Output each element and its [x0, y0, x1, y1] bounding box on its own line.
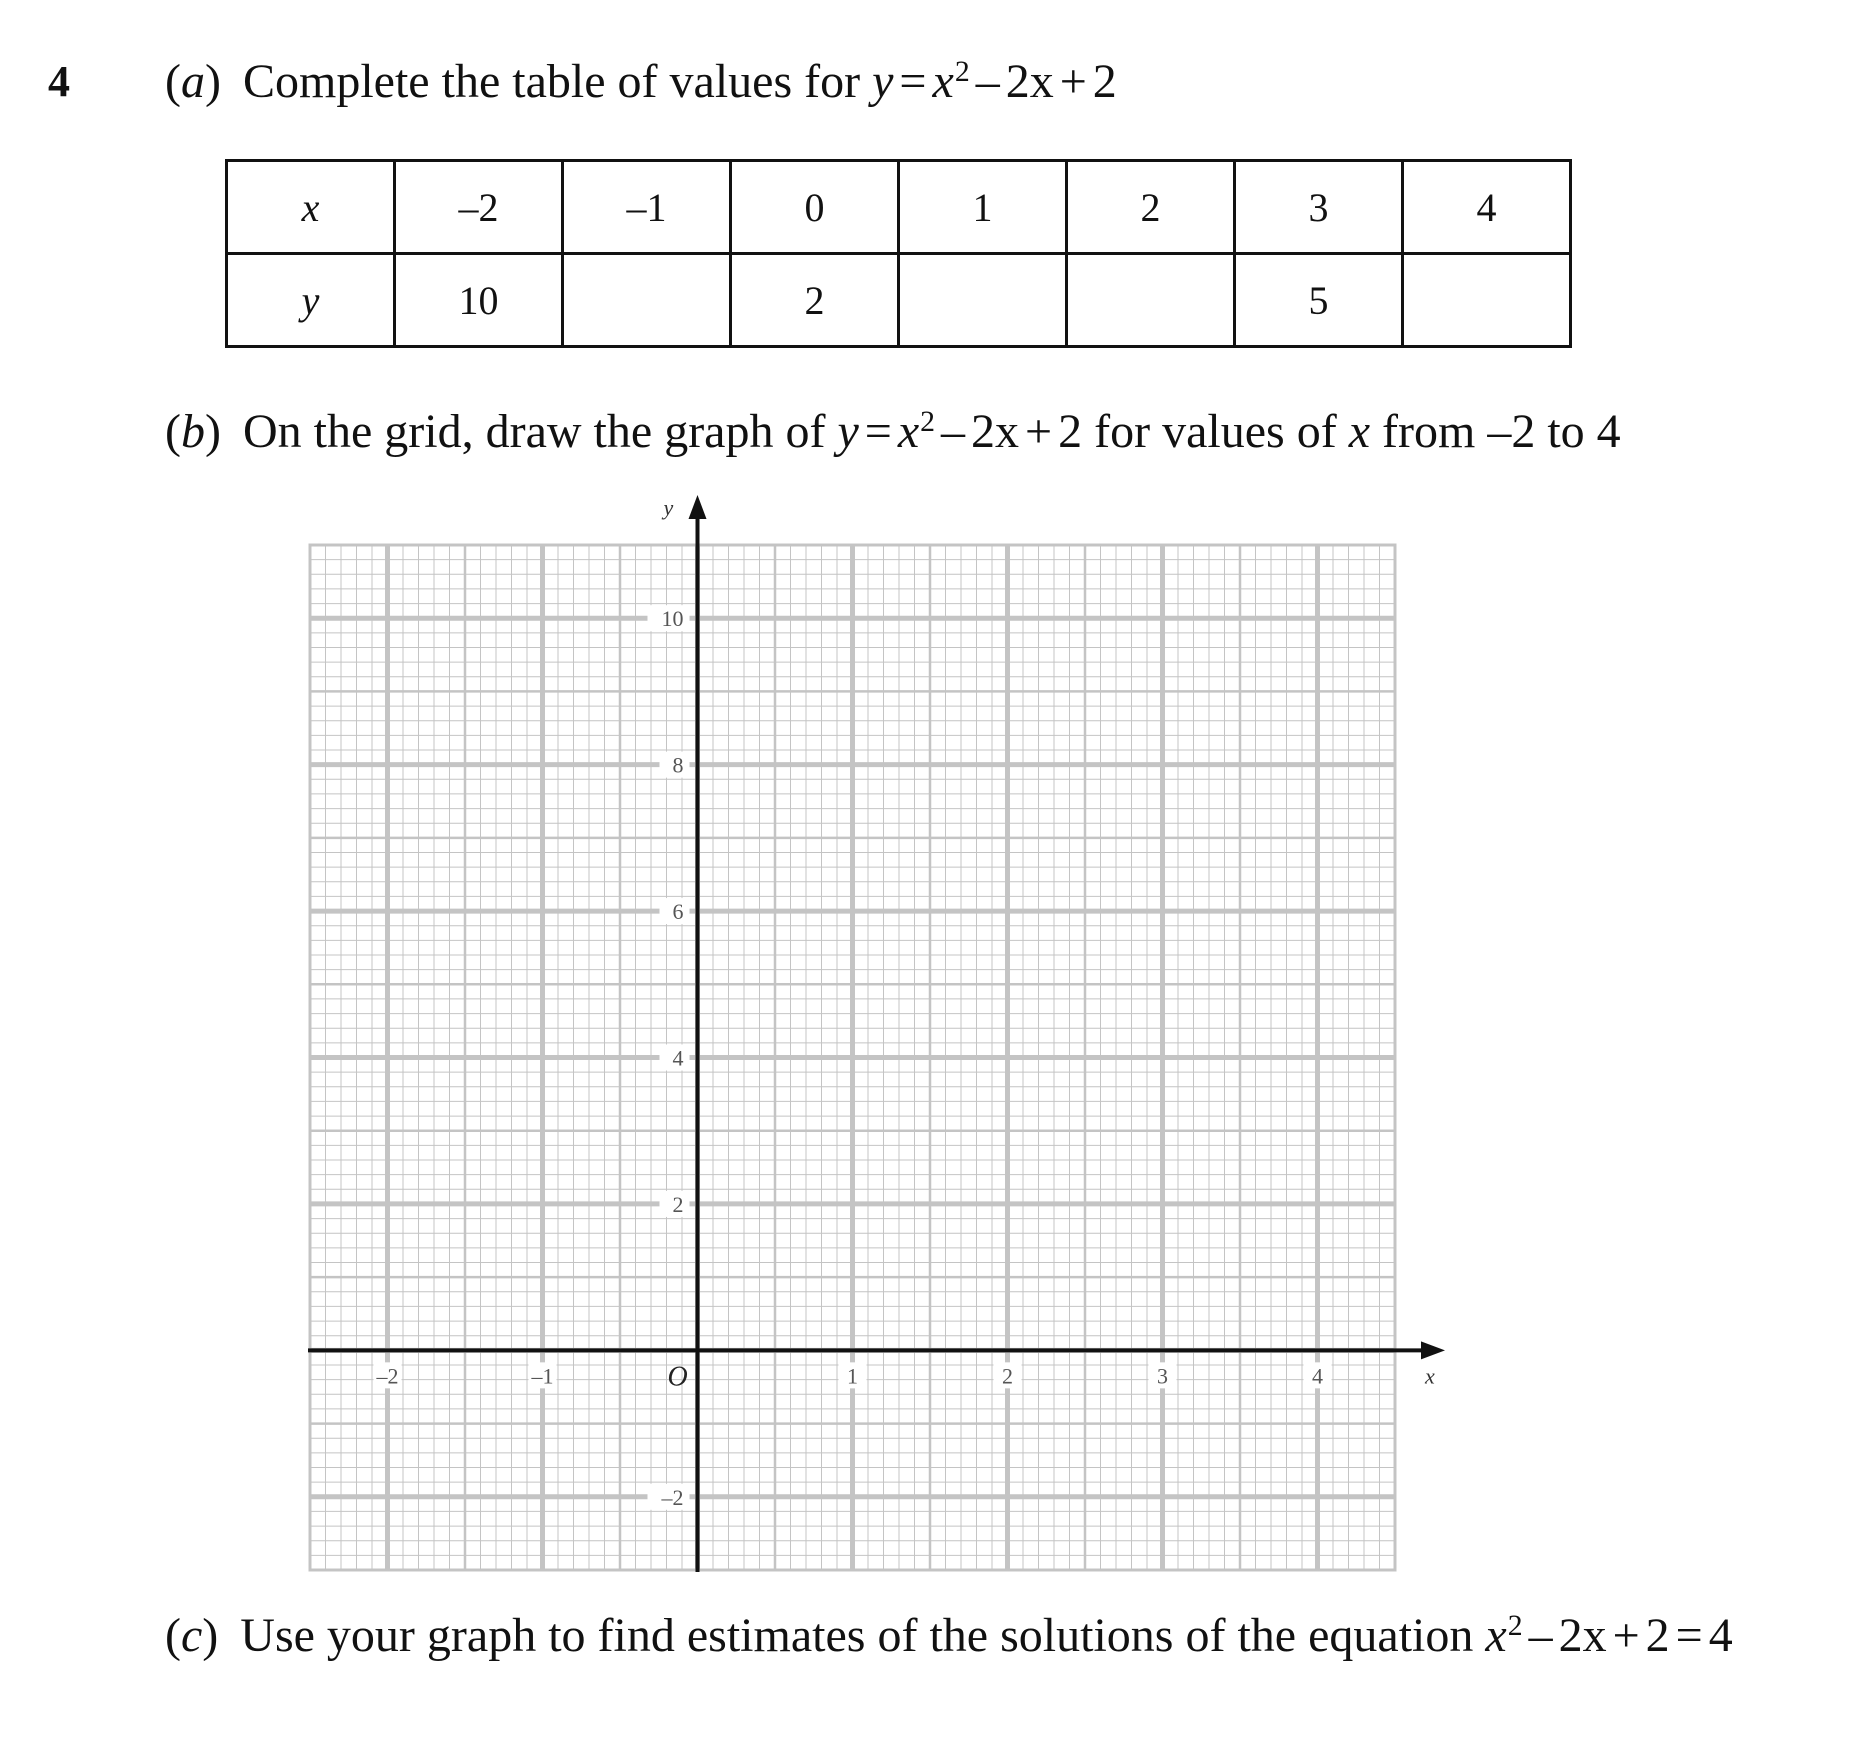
grid-major-lines [310, 545, 1395, 1570]
y-tick-label: 10 [661, 606, 684, 632]
table-cell-y[interactable]: 5 [1235, 254, 1403, 347]
question-number: 4 [48, 57, 70, 106]
x-tick-label: 4 [1312, 1363, 1323, 1389]
part-b-text-after: for values of [1094, 405, 1337, 458]
x-tick-label: 2 [1002, 1363, 1013, 1389]
part-c-label: (c) [165, 1609, 219, 1662]
table-header-y: y [227, 254, 395, 347]
part-b-label: (b) [165, 405, 221, 458]
table-cell-x: –1 [563, 161, 731, 254]
table-cell-x: 1 [899, 161, 1067, 254]
table-cell-y[interactable]: 2 [731, 254, 899, 347]
x-tick-label: 3 [1157, 1363, 1168, 1389]
part-c-equation: $x^2 - 2x + 2 = 4$ [1485, 1608, 1733, 1662]
table-cell-x: 4 [1403, 161, 1571, 254]
x-tick-label: –2 [376, 1363, 399, 1389]
x-axis-arrow-icon [1421, 1341, 1445, 1359]
part-a-equation: $y = x^2 - 2x + 2$ [872, 54, 1117, 108]
part-b-var: x [1348, 405, 1371, 458]
y-tick-label: 6 [672, 899, 684, 925]
part-b-equation: $y = x^2 - 2x + 2$ [837, 404, 1083, 458]
axes [308, 495, 1445, 1572]
origin-label: O [667, 1361, 688, 1393]
table-cell-x: 0 [731, 161, 899, 254]
x-tick-label: 1 [847, 1363, 858, 1389]
y-tick-label: 4 [672, 1045, 684, 1071]
part-c-text: Use your graph to find estimates of the solutions of the equation [240, 1609, 1474, 1662]
y-tick-label: 2 [672, 1191, 684, 1217]
y-tick-label: 8 [672, 752, 684, 778]
y-tick-label: –2 [661, 1484, 684, 1510]
table-header-x: x [227, 161, 395, 254]
part-c-prompt [165, 1608, 1733, 1662]
part-a-text: Complete the table of values for [242, 55, 861, 108]
table-cell-y[interactable]: 10 [395, 254, 563, 347]
table-cell-x: 3 [1235, 161, 1403, 254]
x-axis-label: x [1425, 1363, 1435, 1389]
x-tick-label: –1 [531, 1363, 554, 1389]
part-b-text: On the grid, draw the graph of [242, 405, 826, 458]
table-cell-x: 2 [1067, 161, 1235, 254]
part-a-label: (a) [165, 55, 221, 108]
part-b-text-end: from –2 to 4 [1382, 405, 1621, 458]
table-cell-x: –2 [395, 161, 563, 254]
y-axis-arrow-icon [689, 495, 707, 519]
y-axis-label: y [663, 495, 674, 520]
